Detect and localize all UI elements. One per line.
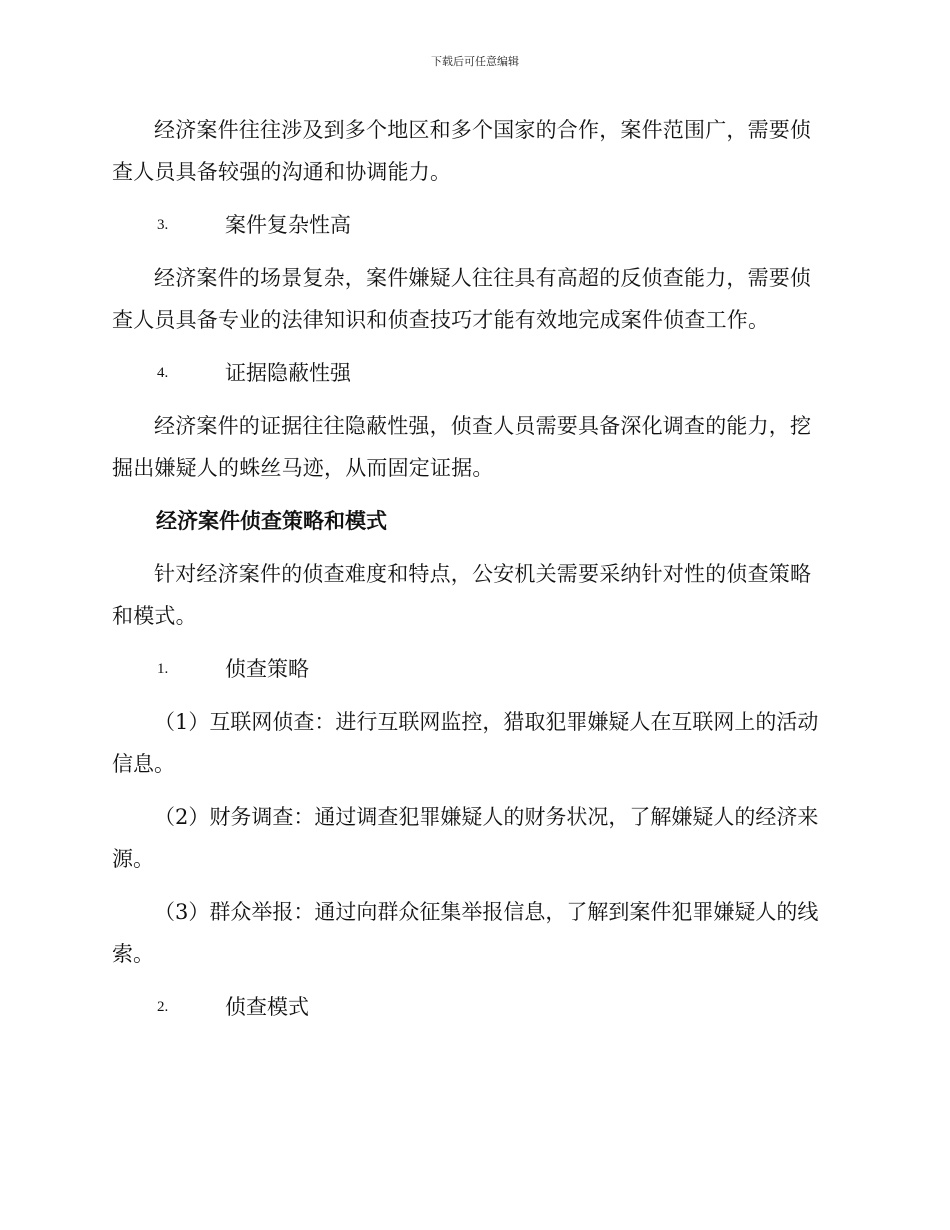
page-header: 下载后可任意编辑: [431, 55, 519, 68]
paragraph-complexity: 经济案件的场景复杂，案件嫌疑人往往具有高超的反侦查能力，需要侦查人员具备专业的法律知识和侦查技巧才能有效地完成案件侦查工作。: [112, 266, 812, 332]
item-title: 案件复杂性高: [225, 213, 351, 237]
section-heading: 经济案件侦查策略和模式: [156, 509, 387, 533]
paragraph-scope: 经济案件往往涉及到多个地区和多个国家的合作，案件范围广，需要侦查人员具备较强的沟通和协调能力。: [112, 118, 812, 184]
numbered-item-3: [112, 204, 830, 246]
item-number: 2.: [157, 999, 169, 1015]
strategy-finance: （2）财务调查：通过调查犯罪嫌疑人的财务状况，了解嫌疑人的经济来源。: [112, 805, 819, 871]
paragraph-strategy-intro: 针对经济案件的侦查难度和特点，公安机关需要采纳针对性的侦查策略和模式。: [112, 562, 812, 628]
item-title: 侦查模式: [225, 995, 309, 1019]
numbered-item-2: [112, 986, 830, 1028]
item-number: 4.: [157, 365, 169, 381]
item-title: 侦查策略: [225, 657, 309, 681]
numbered-item-4: [112, 352, 830, 394]
paragraph-evidence: 经济案件的证据往往隐蔽性强，侦查人员需要具备深化调查的能力，挖掘出嫌疑人的蛛丝马迹，从而固定证据。: [112, 414, 812, 480]
strategy-internet: （1）互联网侦查：进行互联网监控，猎取犯罪嫌疑人在互联网上的活动信息。: [112, 710, 819, 776]
item-number: 1.: [157, 661, 169, 677]
strategy-public-report: （3）群众举报：通过向群众征集举报信息，了解到案件犯罪嫌疑人的线索。: [112, 900, 819, 966]
item-number: 3.: [157, 217, 169, 233]
document-body: [112, 109, 830, 1039]
numbered-item-1: [112, 648, 830, 690]
item-title: 证据隐蔽性强: [225, 361, 351, 385]
